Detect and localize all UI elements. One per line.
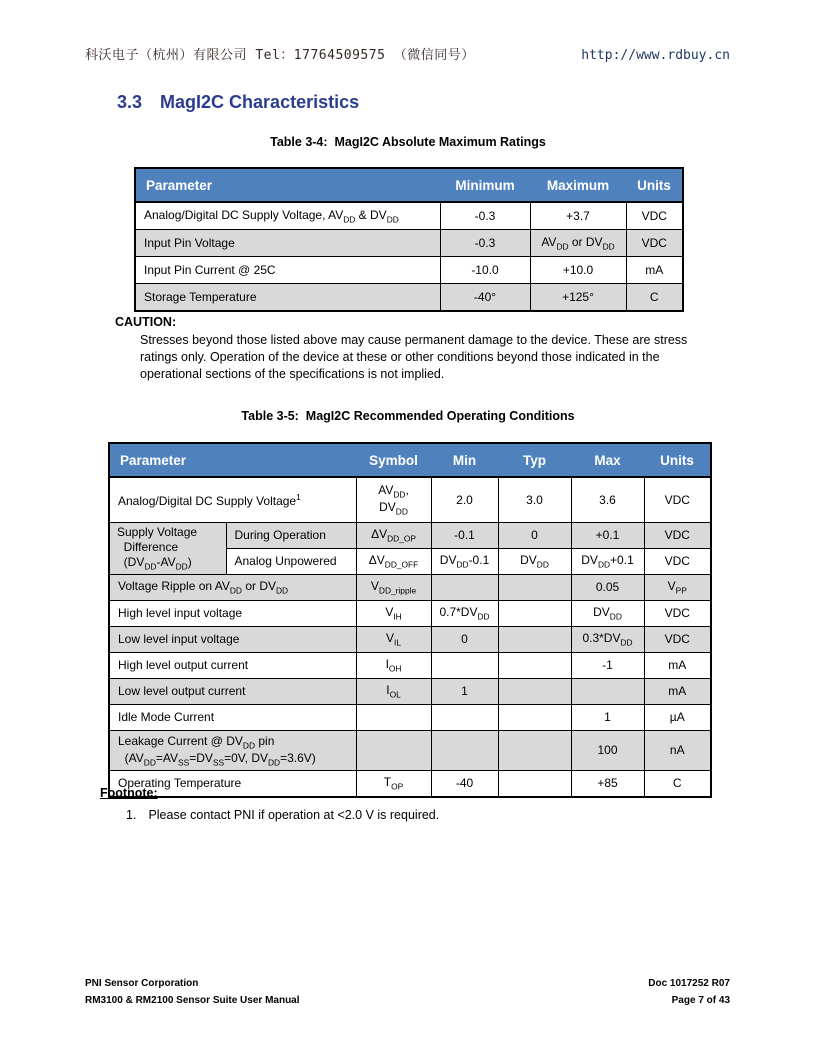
footnote-number: 1. bbox=[126, 808, 137, 822]
cell-units: VDC bbox=[644, 601, 711, 627]
table-row bbox=[109, 575, 711, 601]
cell-typ bbox=[498, 627, 571, 653]
cell-maximum: +10.0 bbox=[530, 257, 626, 284]
table-header-row bbox=[135, 168, 683, 202]
col-max: Max bbox=[571, 443, 644, 477]
cell-parameter: Analog/Digital DC Supply Voltage, $AV_{DD}$ & $DV_{DD}$ bbox=[135, 202, 440, 230]
section-title: MagI2C Characteristics bbox=[160, 92, 360, 112]
cell-minimum: -10.0 bbox=[440, 257, 530, 284]
cell-units: µA bbox=[644, 705, 711, 731]
cell-parameter: Storage Temperature bbox=[135, 284, 440, 312]
col-parameter: Parameter bbox=[109, 443, 356, 477]
cell-symbol: $V_{IL}$ bbox=[356, 627, 431, 653]
cell-max: -1 bbox=[571, 653, 644, 679]
col-min: Min bbox=[431, 443, 498, 477]
table-row bbox=[135, 257, 683, 284]
cell-minimum: -40° bbox=[440, 284, 530, 312]
cell-typ bbox=[498, 679, 571, 705]
cell-min: 1 bbox=[431, 679, 498, 705]
col-symbol: Symbol bbox=[356, 443, 431, 477]
cell-parameter: Low level output current bbox=[109, 679, 356, 705]
cell-symbol: $I_{OL}$ bbox=[356, 679, 431, 705]
col-units: Units bbox=[644, 443, 711, 477]
cell-max: $DV_{DD}+0.1$ bbox=[571, 549, 644, 575]
cell-typ bbox=[498, 653, 571, 679]
cell-units: VDC bbox=[644, 477, 711, 523]
footnote-block bbox=[100, 786, 439, 822]
cell-min: 0 bbox=[431, 627, 498, 653]
cell-units: VDC bbox=[644, 549, 711, 575]
cell-typ bbox=[498, 731, 571, 771]
cell-symbol bbox=[356, 705, 431, 731]
cell-parameter: Input Pin Current @ 25C bbox=[135, 257, 440, 284]
cell-max: +85 bbox=[571, 771, 644, 798]
table-row bbox=[109, 477, 711, 523]
cell-typ: 0 bbox=[498, 523, 571, 549]
table-row bbox=[109, 653, 711, 679]
cell-min bbox=[431, 731, 498, 771]
cell-parameter: Idle Mode Current bbox=[109, 705, 356, 731]
table-row bbox=[135, 284, 683, 312]
cell-units: C bbox=[626, 284, 683, 312]
cell-max: 100 bbox=[571, 731, 644, 771]
cell-max: 1 bbox=[571, 705, 644, 731]
col-units: Units bbox=[626, 168, 683, 202]
cell-max: 0.05 bbox=[571, 575, 644, 601]
cell-typ bbox=[498, 601, 571, 627]
cell-symbol: $\Delta V_{DD\_OFF}$ bbox=[356, 549, 431, 575]
cell-units: nA bbox=[644, 731, 711, 771]
cell-units: C bbox=[644, 771, 711, 798]
cell-units: mA bbox=[644, 653, 711, 679]
footnote-text: Please contact PNI if operation at <2.0 V is required. bbox=[148, 808, 440, 822]
cell-symbol: $\Delta V_{DD\_OP}$ bbox=[356, 523, 431, 549]
footer-page-number: Page 7 of 43 bbox=[671, 995, 730, 1006]
col-typ: Typ bbox=[498, 443, 571, 477]
table-row bbox=[135, 230, 683, 257]
cell-typ bbox=[498, 771, 571, 798]
cell-min bbox=[431, 653, 498, 679]
cell-max: $0.3*DV_{DD}$ bbox=[571, 627, 644, 653]
cell-parameter-sub: During Operation bbox=[226, 523, 356, 549]
caution-text: Stresses beyond those listed above may cause permanent damage to the device. These are stress ratings only. Operation of the device at these or other conditions beyond those indicated in the operational sections of the specifications is not implied. bbox=[140, 333, 688, 381]
table-row bbox=[109, 523, 711, 549]
vendor-website-link[interactable]: http://www.rdbuy.cn bbox=[581, 48, 730, 63]
cell-maximum: +125° bbox=[530, 284, 626, 312]
cell-symbol: $I_{OH}$ bbox=[356, 653, 431, 679]
cell-parameter-sub: Analog Unpowered bbox=[226, 549, 356, 575]
caution-block bbox=[115, 315, 700, 383]
cell-parameter: Voltage Ripple on $AV_{DD}$ or $DV_{DD}$ bbox=[109, 575, 356, 601]
section-number: 3.3 bbox=[117, 92, 143, 112]
table4-caption: Table 3-4: MagI2C Absolute Maximum Ratings bbox=[270, 135, 546, 149]
page-footer bbox=[85, 975, 730, 1009]
table-row bbox=[109, 705, 711, 731]
cell-units: VDC bbox=[626, 230, 683, 257]
cell-maximum: $AV_{DD}$ or $DV_{DD}$ bbox=[530, 230, 626, 257]
footer-right bbox=[648, 975, 730, 1009]
cell-max: 3.6 bbox=[571, 477, 644, 523]
cell-symbol: $V_{IH}$ bbox=[356, 601, 431, 627]
cell-units: mA bbox=[644, 679, 711, 705]
table-row bbox=[109, 731, 711, 771]
cell-parameter: High level output current bbox=[109, 653, 356, 679]
table-row bbox=[135, 202, 683, 230]
cell-parameter: Low level input voltage bbox=[109, 627, 356, 653]
caution-label: CAUTION: bbox=[115, 315, 177, 329]
col-parameter: Parameter bbox=[135, 168, 440, 202]
footnote-item bbox=[126, 808, 439, 822]
cell-parameter-group: Supply Voltage Difference $(DV_{DD}-AV_{DD})$ bbox=[109, 523, 226, 575]
vendor-company-text: 科沃电子（杭州）有限公司 Tel：17764509575 （微信同号） bbox=[85, 48, 475, 63]
cell-parameter: Analog/Digital DC Supply Voltage$^1$ bbox=[109, 477, 356, 523]
cell-min: 2.0 bbox=[431, 477, 498, 523]
cell-parameter: High level input voltage bbox=[109, 601, 356, 627]
cell-min: $0.7*DV_{DD}$ bbox=[431, 601, 498, 627]
footnote-label: Footnote: bbox=[100, 786, 158, 800]
cell-parameter: Input Pin Voltage bbox=[135, 230, 440, 257]
page-header bbox=[85, 44, 730, 63]
cell-units: $V_{PP}$ bbox=[644, 575, 711, 601]
footer-company: PNI Sensor Corporation bbox=[85, 978, 199, 989]
table-row bbox=[109, 679, 711, 705]
cell-min: -40 bbox=[431, 771, 498, 798]
cell-units: VDC bbox=[626, 202, 683, 230]
cell-typ: $DV_{DD}$ bbox=[498, 549, 571, 575]
cell-minimum: -0.3 bbox=[440, 202, 530, 230]
footer-manual-title: RM3100 & RM2100 Sensor Suite User Manual bbox=[85, 995, 300, 1006]
cell-symbol bbox=[356, 731, 431, 771]
cell-max bbox=[571, 679, 644, 705]
cell-minimum: -0.3 bbox=[440, 230, 530, 257]
col-maximum: Maximum bbox=[530, 168, 626, 202]
cell-parameter: Leakage Current @ $DV_{DD}$ pin ($AV_{DD}=AV_{SS}=DV_{SS}=0V$, $DV_{DD}=3.6V$) bbox=[109, 731, 356, 771]
cell-symbol: $V_{DD\_ripple}$ bbox=[356, 575, 431, 601]
cell-min: $DV_{DD}-0.1$ bbox=[431, 549, 498, 575]
recommended-operating-conditions-table bbox=[108, 442, 712, 798]
cell-symbol: $AV_{DD}$, $DV_{DD}$ bbox=[356, 477, 431, 523]
absolute-maximum-ratings-table bbox=[134, 167, 684, 312]
section-heading bbox=[117, 92, 359, 113]
cell-min: -0.1 bbox=[431, 523, 498, 549]
cell-min bbox=[431, 575, 498, 601]
table-header-row bbox=[109, 443, 711, 477]
cell-min bbox=[431, 705, 498, 731]
cell-symbol: $T_{OP}$ bbox=[356, 771, 431, 798]
cell-units: mA bbox=[626, 257, 683, 284]
table-row bbox=[109, 627, 711, 653]
cell-parameter: Operating Temperature bbox=[109, 771, 356, 798]
cell-typ: 3.0 bbox=[498, 477, 571, 523]
table5-caption: Table 3-5: MagI2C Recommended Operating Conditions bbox=[241, 409, 575, 423]
cell-typ bbox=[498, 575, 571, 601]
cell-maximum: +3.7 bbox=[530, 202, 626, 230]
footer-doc-number: Doc 1017252 R07 bbox=[648, 978, 730, 989]
cell-max: +0.1 bbox=[571, 523, 644, 549]
cell-units: VDC bbox=[644, 523, 711, 549]
table-row bbox=[109, 601, 711, 627]
col-minimum: Minimum bbox=[440, 168, 530, 202]
cell-units: VDC bbox=[644, 627, 711, 653]
cell-max: $DV_{DD}$ bbox=[571, 601, 644, 627]
footer-left bbox=[85, 975, 300, 1009]
cell-typ bbox=[498, 705, 571, 731]
